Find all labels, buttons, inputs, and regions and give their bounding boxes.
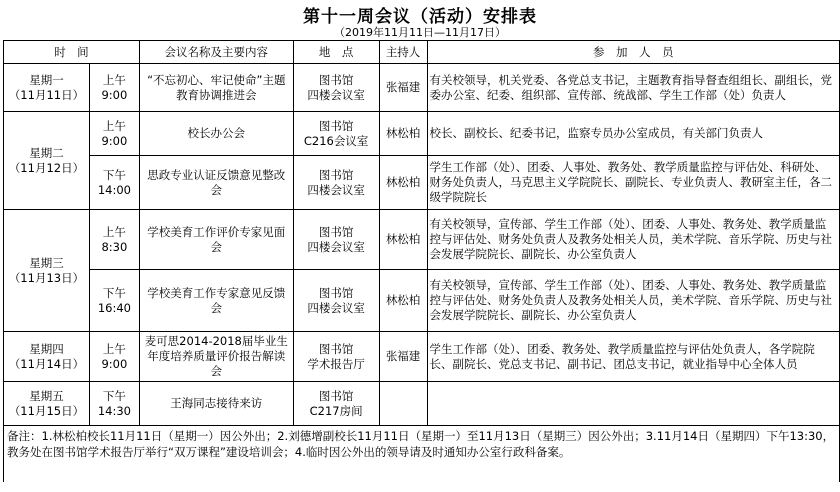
page-title: 第十一周会议（活动）安排表: [303, 7, 537, 27]
header-time: 时 间: [4, 41, 140, 64]
day-cell: [4, 64, 90, 112]
day-cell: [4, 112, 90, 210]
day-name: 星期五: [29, 388, 64, 403]
meeting-cell: 学校美育工作专家意见反馈会: [139, 270, 293, 332]
place-room: 学术报告厅: [307, 356, 365, 371]
time-period: 上午: [102, 341, 126, 356]
place-cell: [293, 64, 379, 112]
table-row: [4, 210, 840, 270]
place-cell: [293, 382, 379, 426]
time-clock: 9:00: [101, 87, 128, 102]
place-room: C217房间: [309, 403, 363, 418]
participants-cell: 学生工作部（处）、团委、教务处、教学质量监控与评估处负责人，各学院院长、副院长、党总支书记、副书记、团总支书记，就业指导中心全体人员: [427, 332, 839, 382]
host-cell: 林松柏: [379, 270, 427, 332]
participants-cell: 学生工作部（处）、团委、人事处、教务处、教学质量监控与评估处、科研处、财务处负责人，马克思主义学院院长、副院长、专业负责人、教研室主任，各二级学院院长: [427, 156, 839, 210]
place-room: 四楼会议室: [307, 182, 365, 197]
time-period: 上午: [102, 224, 126, 239]
place-cell: [293, 156, 379, 210]
meeting-cell: 学校美育工作评价专家见面会: [139, 210, 293, 270]
header-participants: 参 加 人 员: [427, 41, 839, 64]
notes-text: 备注：1.林松柏校长11月11日（星期一）因公外出；2.刘德增副校长11月11日（星期一）至11月13日（星期三）因公外出；3.11月14日（星期四）下午13:30，教务处在图书馆学术报告厅举行“双万课程”建设培训会；4.临时因公外出的领导请及时通知办公室行政科备案。: [4, 426, 840, 482]
place-cell: [293, 210, 379, 270]
day-date: （11月15日）: [8, 403, 85, 418]
time-clock: 9:00: [101, 356, 128, 371]
participants-cell: 有关校领导，宣传部、学生工作部（处）、团委、人事处、教务处、教学质量监控与评估处、财务处负责人及教务处相关人员，美术学院、音乐学院、历史与社会发展学院院长、副院长、办公室负责人: [427, 210, 839, 270]
header-row: [4, 41, 840, 64]
day-name: 星期一: [29, 72, 64, 87]
table-row: [4, 270, 840, 332]
header-host: 主持人: [379, 41, 427, 64]
host-cell: 林松柏: [379, 210, 427, 270]
table-row: [4, 332, 840, 382]
meeting-cell: 麦可思2014-2018届毕业生年度培养质量评价报告解读会: [139, 332, 293, 382]
header-place: 地 点: [293, 41, 379, 64]
place-building: 图书馆: [318, 72, 354, 87]
time-clock: 8:30: [101, 239, 128, 254]
place-cell: [293, 332, 379, 382]
place-room: C216会议室: [303, 133, 369, 148]
day-name: 星期三: [29, 255, 64, 270]
header-meeting: 会议名称及主要内容: [139, 41, 293, 64]
day-cell: [4, 210, 90, 332]
table-row: [4, 112, 840, 156]
place-building: 图书馆: [318, 167, 354, 182]
notes-row: [4, 426, 840, 482]
time-period: 下午: [102, 285, 126, 300]
day-date: （11月12日）: [8, 160, 85, 175]
place-building: 图书馆: [318, 118, 354, 133]
participants-cell: 有关校领导，宣传部、学生工作部（处）、团委、人事处、教务处、教学质量监控与评估处、财务处负责人及教务处相关人员，美术学院、音乐学院、历史与社会发展学院院长、副院长、办公室负责人: [427, 270, 839, 332]
page-subtitle: （2019年11月11日—11月17日）: [334, 26, 506, 39]
host-cell: 林松柏: [379, 112, 427, 156]
time-clock: 9:00: [101, 133, 128, 148]
place-building: 图书馆: [318, 285, 354, 300]
host-cell: 张福建: [379, 64, 427, 112]
place-building: 图书馆: [318, 388, 354, 403]
meeting-cell: “不忘初心、牢记使命”主题教育协调推进会: [139, 64, 293, 112]
time-cell: [89, 64, 139, 112]
schedule-table: [3, 40, 840, 482]
place-room: 四楼会议室: [307, 87, 365, 102]
time-cell: [89, 382, 139, 426]
time-cell: [89, 332, 139, 382]
table-row: [4, 156, 840, 210]
day-date: （11月11日）: [8, 87, 85, 102]
place-room: 四楼会议室: [307, 239, 365, 254]
meeting-cell: 王海同志接待来访: [139, 382, 293, 426]
day-name: 星期二: [29, 145, 64, 160]
day-cell: [4, 382, 90, 426]
time-cell: [89, 210, 139, 270]
participants-cell: 有关校领导，机关党委、各党总支书记，主题教育指导督查组组长、副组长，党委办公室、纪委、组织部、宣传部、统战部、学生工作部（处）负责人: [427, 64, 839, 112]
table-row: [4, 64, 840, 112]
meeting-cell: 思政专业认证反馈意见整改会: [139, 156, 293, 210]
place-room: 四楼会议室: [307, 300, 365, 315]
place-cell: [293, 270, 379, 332]
day-cell: [4, 332, 90, 382]
day-date: （11月13日）: [8, 270, 85, 285]
time-clock: 16:40: [97, 300, 131, 315]
participants-cell: 校长、副校长、纪委书记，监察专员办公室成员，有关部门负责人: [427, 112, 839, 156]
participants-cell: [427, 382, 839, 426]
time-period: 下午: [102, 167, 126, 182]
place-building: 图书馆: [318, 341, 354, 356]
table-row: [4, 382, 840, 426]
time-clock: 14:30: [97, 403, 131, 418]
time-period: 上午: [102, 118, 126, 133]
place-cell: [293, 112, 379, 156]
host-cell: 林松柏: [379, 156, 427, 210]
host-cell: [379, 382, 427, 426]
day-name: 星期四: [29, 341, 64, 356]
time-clock: 14:00: [97, 182, 131, 197]
time-period: 下午: [102, 388, 126, 403]
host-cell: 张福建: [379, 332, 427, 382]
place-building: 图书馆: [318, 224, 354, 239]
time-cell: [89, 112, 139, 156]
meeting-cell: 校长办公会: [139, 112, 293, 156]
time-cell: [89, 156, 139, 210]
time-cell: [89, 270, 139, 332]
time-period: 上午: [102, 72, 126, 87]
day-date: （11月14日）: [8, 356, 85, 371]
